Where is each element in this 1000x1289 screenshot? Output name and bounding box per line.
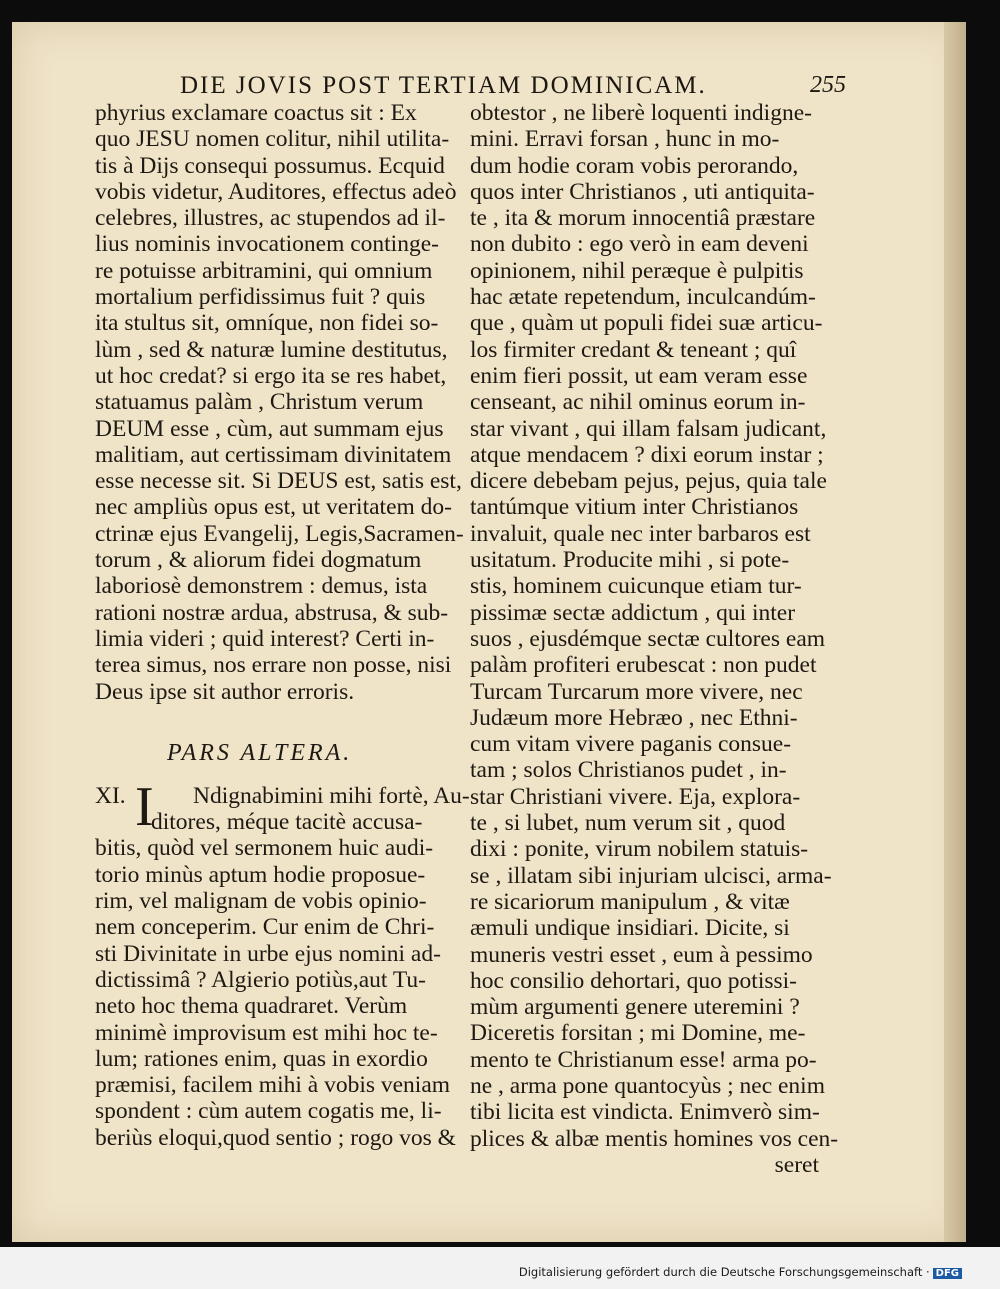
text-line: invaluit, quale nec inter barbaros est (470, 520, 811, 547)
catchword: seret (774, 1151, 819, 1178)
text-line: enim fieri possit, ut eam veram esse (470, 362, 808, 389)
text-line: rationi nostræ ardua, abstrusa, & sub- (95, 599, 449, 626)
text-line: Deus ipse sit author erroris. (95, 678, 355, 705)
text-line: ditores, méque tacitè accusa- (151, 809, 423, 836)
paragraph-number: XI. (95, 782, 126, 809)
text-line: terea simus, nos errare non posse, nisi (95, 652, 452, 679)
text-line: ne , arma pone quantocyùs ; nec enim (470, 1072, 825, 1099)
text-line: star Christiani vivere. Eja, explora- (470, 783, 801, 810)
text-line: te , si lubet, num verum sit , quod (470, 810, 786, 837)
text-line: mento te Christianum esse! arma po- (470, 1046, 817, 1073)
text-line: hac ætate repetendum, inculcandúm- (470, 284, 816, 311)
text-line: lius nominis invocationem continge- (95, 231, 439, 258)
text-line: ut hoc credat? si ergo ita se res habet, (95, 362, 447, 389)
text-line: torio minùs aptum hodie proposue- (95, 861, 426, 888)
text-line: lum; rationes enim, quas in exordio (95, 1045, 428, 1072)
left-text-block-2 (95, 809, 456, 1151)
page-edge (944, 22, 966, 1242)
text-line: mortalium perfidissimus fuit ? quis (95, 284, 426, 311)
text-line: re sicariorum manipulum , & vitæ (470, 888, 790, 915)
text-line: torum , & aliorum fidei dogmatum (95, 547, 422, 574)
text-line: sti Divinitate in urbe ejus nomini ad- (95, 940, 441, 967)
text-line: re potuisse arbitramini, qui omnium (95, 257, 433, 284)
text-line: dixi : ponite, virum nobilem statuis- (470, 836, 809, 863)
text-line: malitiam, aut certissimam divinitatem (95, 441, 452, 468)
text-line: quo JESU nomen colitur, nihil utilita- (95, 126, 450, 153)
text-line: se , illatam sibi injuriam ulcisci, arma- (470, 862, 832, 889)
text-line: dicere debebam pejus, pejus, quia tale (470, 468, 827, 495)
text-line: esse necesse sit. Si DEUS est, satis est, (95, 468, 462, 495)
text-line: usitatum. Producite mihi , si pote- (470, 547, 790, 574)
text-line: vobis videtur, Auditores, effectus adeò (95, 178, 457, 205)
paragraph-first-line: Ndignabimini mihi fortè, Au- (193, 782, 470, 809)
text-line: palàm profiteri erubescat : non pudet (470, 652, 817, 679)
running-title: DIE JOVIS POST TERTIAM DOMINICAM. (180, 72, 707, 99)
text-line: non dubito : ego verò in eam deveni (470, 231, 809, 258)
text-line: limia videri ; quid interest? Certi in- (95, 625, 435, 652)
text-line: laboriosè demonstrem : demus, ista (95, 573, 428, 600)
text-line: celebres, illustres, ac stupendos ad il- (95, 205, 446, 232)
text-line: muneris vestri esset , eum à pessimo (470, 941, 813, 968)
text-line: suos , ejusdémque sectæ cultores eam (470, 625, 826, 652)
right-text-block (470, 100, 839, 1152)
footer-credit: Digitalisierung gefördert durch die Deutsche Forschungsgemeinschaft · DFG (519, 1265, 962, 1279)
text-line: hoc consilio dehortari, quo potissi- (470, 967, 797, 994)
drop-cap: I (135, 775, 154, 838)
text-line: rim, vel malignam de vobis opinio- (95, 888, 427, 915)
text-line: dictissimâ ? Algierio potiùs,aut Tu- (95, 966, 426, 993)
text-line: plices & albæ mentis homines vos cen- (470, 1125, 839, 1152)
text-line: nem conceperim. Cur enim de Chri- (95, 914, 435, 941)
text-line: star vivant , qui illam falsam judicant, (470, 415, 827, 442)
text-line: quos inter Christianos , uti antiquita- (470, 178, 815, 205)
page-number: 255 (810, 72, 846, 98)
text-line: tis à Dijs consequi possumus. Ecquid (95, 152, 445, 179)
text-line: bitis, quòd vel sermonem huic audi- (95, 835, 434, 862)
text-line: minimè improvisum est mihi hoc te- (95, 1019, 438, 1046)
text-line: te , ita & morum innocentiâ præstare (470, 205, 816, 232)
text-line: præmisi, facilem mihi à vobis veniam (95, 1072, 451, 1099)
text-line: tibi licita est vindicta. Enimverò sim- (470, 1099, 820, 1126)
text-line: phyrius exclamare coactus sit : Ex (95, 100, 417, 126)
section-heading: PARS ALTERA. (167, 739, 353, 766)
left-text-block (95, 100, 464, 705)
text-line: nec ampliùs opus est, ut veritatem do- (95, 494, 452, 521)
text-line: æmuli undique insidiari. Dicite, si (470, 915, 790, 942)
text-line: dum hodie coram vobis perorando, (470, 152, 799, 179)
text-line: atque mendacem ? dixi eorum instar ; (470, 441, 824, 468)
footer-credit-text: Digitalisierung gefördert durch die Deutsche Forschungsgemeinschaft (518, 1265, 923, 1279)
text-line: Turcam Turcarum more vivere, nec (470, 678, 803, 705)
text-line: spondent : cùm autem cogatis me, li- (95, 1098, 442, 1125)
text-line: Diceretis forsitan ; mi Domine, me- (470, 1020, 806, 1047)
text-line: ctrinæ ejus Evangelij, Legis,Sacramen- (95, 520, 464, 547)
text-line: tam ; solos Christianos pudet , in- (470, 757, 787, 784)
text-line: obtestor , ne liberè loquenti indigne- (470, 100, 812, 126)
text-line: censeant, ac nihil ominus eorum in- (470, 389, 806, 416)
text-line: statuamus palàm , Christum verum (95, 389, 424, 416)
dfg-logo: DFG (933, 1268, 962, 1279)
text-line: opinionem, nihil peræque è pulpitis (470, 257, 804, 284)
text-line: lùm , sed & naturæ lumine destitutus, (95, 336, 448, 363)
text-line: DEUM esse , cùm, aut summam ejus (95, 415, 444, 442)
text-line: los firmiter credant & teneant ; quî (470, 336, 797, 363)
text-line: Judæum more Hebræo , nec Ethni- (470, 704, 798, 731)
text-line: que , quàm ut populi fidei suæ articu- (470, 310, 823, 337)
text-line: stis, hominem cuicunque etiam tur- (470, 573, 802, 600)
left-column (95, 100, 470, 1151)
text-line: mini. Erravi forsan , hunc in mo- (470, 126, 780, 153)
right-column (470, 100, 839, 1178)
text-line: cum vitam vivere paganis consue- (470, 731, 792, 758)
text-line: pissimæ sectæ addictum , qui inter (470, 599, 796, 626)
text-line: neto hoc thema quadraret. Verùm (95, 993, 408, 1020)
text-line: mùm argumenti genere uteremini ? (470, 994, 800, 1021)
text-line: beriùs eloqui,quod sentio ; rogo vos & (95, 1124, 456, 1151)
text-line: tantúmque vitium inter Christianos (470, 494, 799, 521)
text-line: ita stultus sit, omníque, non fidei so- (95, 310, 439, 337)
